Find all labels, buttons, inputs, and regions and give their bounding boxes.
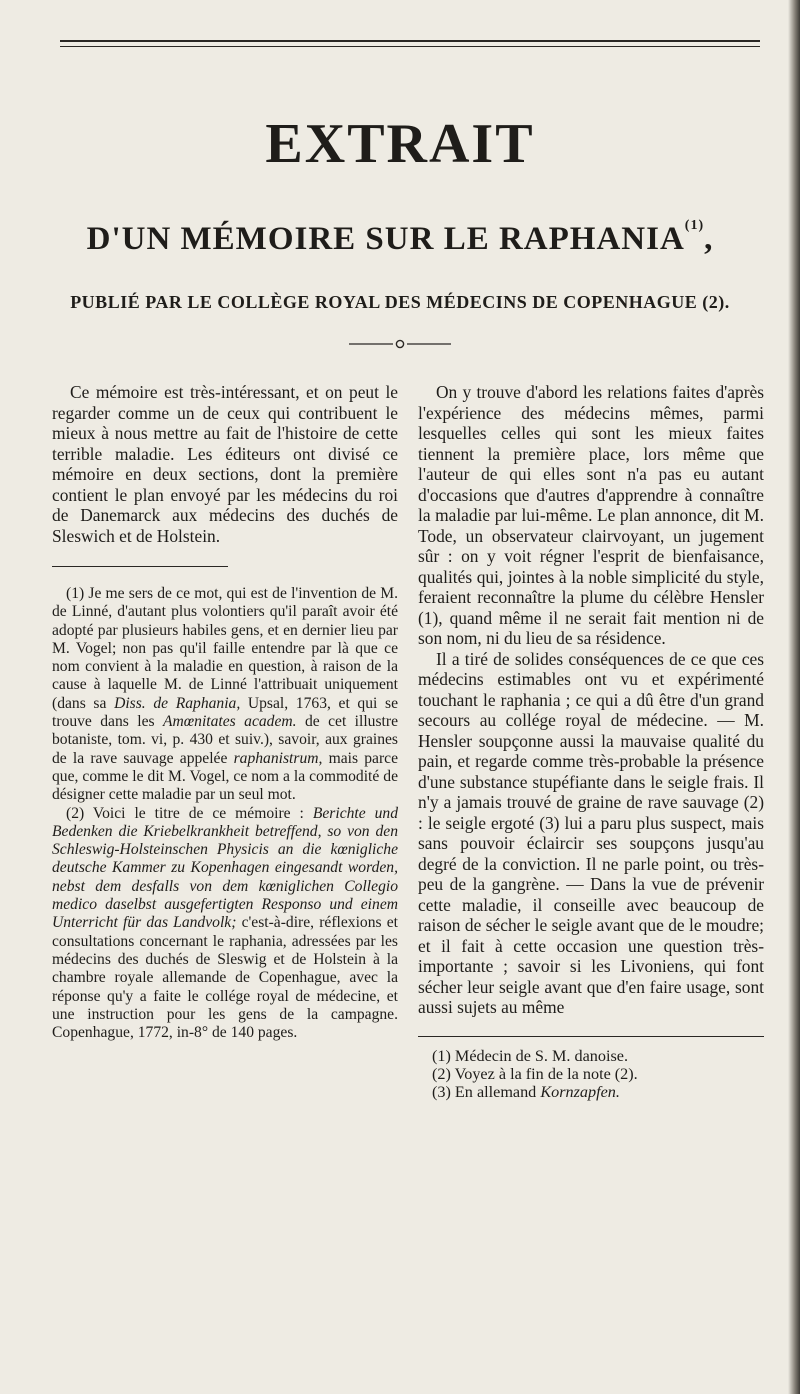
top-rule-thin xyxy=(60,46,760,47)
page-title: EXTRAIT xyxy=(265,113,535,175)
footnote-right-2: (2) Voyez à la fin de la note (2). xyxy=(432,1064,638,1083)
footnote-right-3: (3) En allemand Kornzapfen. xyxy=(432,1082,620,1101)
intro-paragraph: Ce mémoire est très-intéressant, et on peut le regarder comme un de ceux qui contribuent le mieux à nous mettre au fait de l'histoire de cette terrible maladie. Les éditeurs ont divisé ce mémoire en deux sections, dont la première contient le plan envoyé par les médecins du roi de Danemarck aux médecins des duchés de Sleswich et de Holstein. xyxy=(52,382,398,546)
footnote-1: (1) Je me sers de ce mot, qui est de l'invention de M. de Linné, d'autant plus volontiers qu'il paraît avoir été adopté par plusieurs habiles gens, et en dernier lieu par M. Vogel; non pas qu'il faille entendre par là que ce nom convient à la maladie en question, à raison de la cause à laquelle M. de Linné l'attribuait uniquement (dans sa Diss. de Raphania, Upsal, 1763, et qui se trouve dans les Amœnitates academ. de cet illustre botaniste, tom. vi, p. 430 et suiv.), savoir, aux graines de la rave sauvage appelée raphanistrum, mais parce que, comme le dit M. Vogel, ce nom a la commodité de désigner cette maladie par un seul mot. xyxy=(52,585,398,804)
footnote-right-1: (1) Médecin de S. M. danoise. xyxy=(432,1046,629,1065)
left-column xyxy=(52,382,398,1042)
ornament-divider xyxy=(345,338,455,350)
subtitle-text: D'UN MÉMOIRE SUR LE RAPHANIA xyxy=(86,221,685,257)
body-paragraph-2: Il a tiré de solides conséquences de ce que ces médecins estimables ont vu et expérimenté touchant le raphania ; ce qui a dû être d'un grand secours au collége royal de médecine. — M. Hensler soupçonne aussi la mauvaise qualité du pain, et regarde comme très-probable la présence d'une substance stupéfiante dans le seigle frais. Il n'y a jamais trouvé de graine de rave sauvage (2) : le seigle ergoté (3) lui a paru plus suspect, mais sans pouvoir éclaircir ses soupçons jusqu'au degré de la conviction. Il ne parle point, ou très-peu de la gangrène. — Dans la vue de prévenir cette maladie, il conseille avec beaucoup de raison de sécher le seigle avant que de le moudre; et il fait à cette occasion une question très-importante ; savoir si les Livoniens, qui font sécher leur seigle avant que d'en faire usage, sont aussi sujets au même xyxy=(418,648,764,1017)
subtitle-footnote-ref: (1) xyxy=(684,218,705,233)
footnote-separator xyxy=(52,566,228,567)
publisher-line: PUBLIÉ PAR LE COLLÈGE ROYAL DES MÉDECINS DE COPENHAGUE (2). xyxy=(70,292,730,312)
page-edge-shadow xyxy=(788,0,800,1394)
subtitle-tail: , xyxy=(704,221,714,257)
body-paragraph-1: On y trouve d'abord les relations faites d'après l'expérience des médecins mêmes, parmi lesquelles celles qui sont les mieux faites tiennent la première place, lors même que l'auteur de qui elles sont n'a pas eu autant d'occasions que d'autres d'apprendre à connaître la maladie par lui-même. Le plan annonce, dit M. Tode, un observateur clairvoyant, un jugement sûr : on y voit régner l'esprit de bienfaisance, qualités qui, jointes à la noble simplicité du style, feraient reconnaître la plume du célèbre Hensler (1), quand même il ne serait fait mention ni de son nom, ni du lieu de sa résidence. xyxy=(418,382,764,648)
right-column xyxy=(418,382,764,1101)
top-rule xyxy=(60,40,760,42)
footnote-2: (2) Voici le titre de ce mémoire : Berichte und Bedenken die Kriebelkrankheit betreffend, so von den Schleswig-Holsteinschen Physicis an die kœnigliche deutsche Kammer zu Kopenhagen eingesandt worden, nebst dem desfalls von dem kœniglichen Collegio medico daselbst ausgefertigten Responso und einem Unterricht für das Landvolk; c'est-à-dire, réflexions et consultations concernant le raphania, adressées par les médecins des duchés de Sleswig et de Holstein à la chambre royale allemande de Copenhague, avec la réponse qu'y a faite le collége royal de médecine, et une instruction pour les gens de la campagne. Copenhague, 1772, in-8° de 140 pages. xyxy=(52,804,399,1042)
footnote-separator-right xyxy=(418,1036,764,1037)
page-subtitle xyxy=(0,218,800,258)
